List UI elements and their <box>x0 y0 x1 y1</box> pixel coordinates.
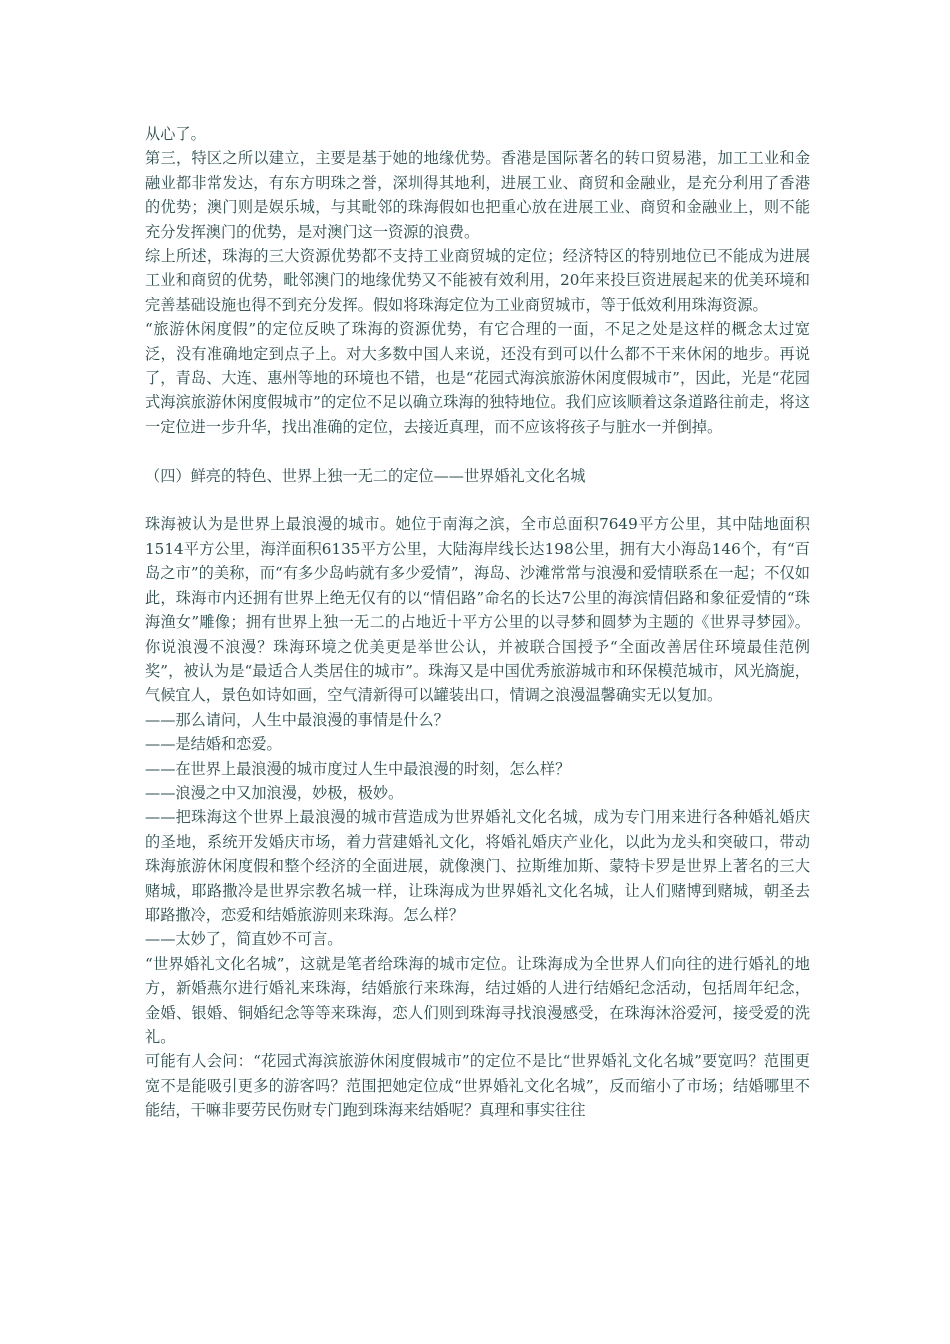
dialogue-line: ——是结婚和恋爱。 <box>145 735 282 754</box>
paragraph: 珠海被认为是世界上最浪漫的城市。她位于南海之滨，全市总面积7649平方公里，其中陆地面积1514平方公里，海洋面积6135平方公里，大陆海岸线长达198公里，拥有大小海岛146个，有“百岛之市”的美称，而“有多少岛屿就有多少爱情”，海岛、沙滩常常与浪漫和爱情联系在一起；不仅如此，珠海市内还拥有世界上绝无仅有的以“情侣路”命名的长达7公里的海滨情侣路和象征爱情的“珠海渔女”雕像；拥有世界上独一无二的占地近十平方公里的以寻梦和圆梦为主题的《世界寻梦园》。你说浪漫不浪漫？珠海环境之优美更是举世公认，并被联合国授予“全面改善居住环境最佳范例奖”，被认为是“最适合人类居住的城市”。珠海又是中国优秀旅游城市和环保模范城市，风光旖旎，气候宜人，景色如诗如画，空气清新得可以罐装出口，情调之浪漫温馨确实无以复加。 <box>145 515 810 705</box>
paragraph: 从心了。 <box>145 125 206 143</box>
dialogue-line: ——太妙了，简直妙不可言。 <box>145 930 343 949</box>
paragraph: “旅游休闲度假”的定位反映了珠海的资源优势，有它合理的一面，不足之处是这样的概念太过宽泛，没有准确地定到点子上。对大多数中国人来说，还没有到可以什么都不干来休闲的地步。再说了，青岛、大连、惠州等地的环境也不错，也是“花园式海滨旅游休闲度假城市”，因此，光是“花园式海滨旅游休闲度假城市”的定位不足以确立珠海的独特地位。我们应该顺着这条道路往前走，将这一定位进一步升华，找出准确的定位，去接近真理，而不应该将孩子与脏水一并倒掉。 <box>145 320 810 436</box>
dialogue-line: ——在世界上最浪漫的城市度过人生中最浪漫的时刻，怎么样？ <box>145 759 571 778</box>
paragraph: “世界婚礼文化名城”，这就是笔者给珠海的城市定位。让珠海成为全世界人们向往的进行婚礼的地方，新婚燕尔进行婚礼来珠海，结婚旅行来珠海，结过婚的人进行结婚纪念活动，包括周年纪念，金婚、银婚、铜婚纪念等等来珠海，恋人们则到珠海寻找浪漫感受，在珠海沐浴爱河，接受爱的洗礼。 <box>145 954 810 1046</box>
dialogue-line: ——把珠海这个世界上最浪漫的城市营造成为世界婚礼文化名城，成为专门用来进行各种婚礼婚庆的圣地，系统开发婚庆市场，着力营建婚礼文化，将婚礼婚庆产业化，以此为龙头和突破口，带动珠海旅游休闲度假和整个经济的全面进展，就像澳门、拉斯维加斯、蒙特卡罗是世界上著名的三大赌城，耶路撒冷是世界宗教名城一样，让珠海成为世界婚礼文化名城，让人们赌博到赌城，朝圣去耶路撒冷，恋爱和结婚旅游则来珠海。怎么样？ <box>145 808 810 924</box>
paragraph: 第三，特区之所以建立，主要是基于她的地缘优势。香港是国际著名的转口贸易港，加工工业和金融业都非常发达，有东方明珠之誉，深圳得其地利，进展工业、商贸和金融业，是充分利用了香港的优势；澳门则是娱乐城，与其毗邻的珠海假如也把重心放在进展工业、商贸和金融业上，则不能充分发挥澳门的优势，是对澳门这一资源的浪费。 <box>145 149 810 241</box>
paragraph: 可能有人会问：“花园式海滨旅游休闲度假城市”的定位不是比“世界婚礼文化名城”要宽吗？范围更宽不是能吸引更多的游客吗？范围把她定位成“世界婚礼文化名城”，反而缩小了市场；结婚哪里不能结，干嘛非要劳民伤财专门跑到珠海来结婚呢？真理和事实往往 <box>145 1052 810 1120</box>
paragraph: 综上所述，珠海的三大资源优势都不支持工业商贸城的定位；经济特区的特别地位已不能成为进展工业和商贸的优势，毗邻澳门的地缘优势又不能被有效利用，20年来投巨资进展起来的优美环境和完善基础设施也得不到充分发挥。假如将珠海定位为工业商贸城市，等于低效利用珠海资源。 <box>145 247 810 314</box>
section-heading: （四）鲜亮的特色、世界上独一无二的定位——世界婚礼文化名城 <box>145 466 586 485</box>
dialogue-line: ——那么请问，人生中最浪漫的事情是什么？ <box>145 710 449 729</box>
dialogue-line: ——浪漫之中又加浪漫，妙极，极妙。 <box>145 783 404 802</box>
document-page <box>145 122 810 1123</box>
